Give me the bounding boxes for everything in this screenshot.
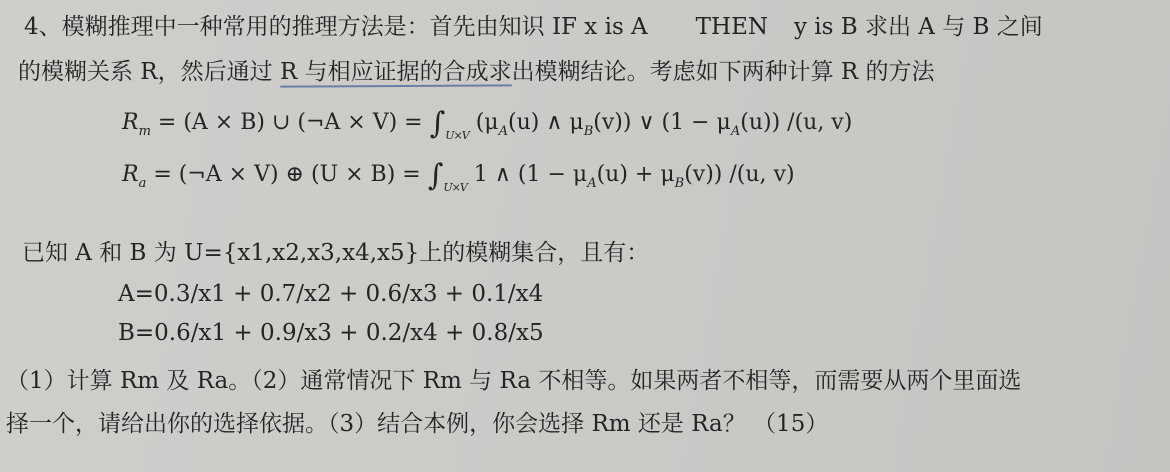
rm-body-4: (u)) /(u, v)	[740, 110, 853, 135]
ra-symbol: R	[122, 162, 139, 187]
mu-a-subscript: A	[730, 124, 741, 139]
integral-domain: U×V	[445, 129, 469, 142]
ra-body-1: 1 ∧ (1 − μ	[473, 162, 588, 187]
rm-lhs: = (A × B) ∪ (¬A × V) =	[157, 110, 423, 135]
rm-subscript: m	[138, 124, 151, 139]
problem-line2-suffix: 出模糊结论。考虑如下两种计算 R 的方法	[511, 59, 935, 85]
problem-line-1	[24, 12, 1043, 42]
handwritten-underline-phrase: R 与相应证据的合成求	[279, 59, 512, 85]
integral-domain: U×V	[443, 181, 467, 194]
question-line-1: （1）计算 Rm 及 Ra。（2）通常情况下 Rm 与 Ra 不相等。如果两者不相等，而需要从两个里面选	[6, 368, 1022, 394]
ra-lhs: = (¬A × V) ⊕ (U × B) =	[153, 162, 421, 187]
rm-body-3: (v)) ∨ (1 − μ	[593, 110, 731, 135]
fuzzy-set-b: B=0.6/x1 + 0.9/x3 + 0.2/x4 + 0.8/x5	[118, 320, 544, 346]
question-line-2: 择一个，请给出你的选择依据。（3）结合本例，你会选择 Rm 还是 Ra？ （15）	[6, 411, 829, 437]
ra-body-2: (u) + μ	[596, 162, 675, 187]
problem-intro-text: 4、模糊推理中一种常用的推理方法是：首先由知识 IF x is A	[24, 14, 648, 40]
problem-intro-suffix: y is B 求出 A 与 B 之间	[794, 14, 1043, 40]
problem-line-2	[18, 57, 935, 87]
rm-symbol: R	[122, 110, 139, 135]
fuzzy-set-a: A=0.3/x1 + 0.7/x2 + 0.6/x3 + 0.1/x4	[118, 281, 544, 307]
given-statement: 已知 A 和 B 为 U={x1,x2,x3,x4,x5}上的模糊集合，且有：	[22, 240, 650, 266]
problem-line2-prefix: 的模糊关系 R，然后通过	[18, 59, 280, 85]
mu-b-subscript: B	[674, 176, 685, 191]
formula-ra	[122, 160, 795, 203]
formula-rm	[122, 108, 852, 151]
mu-a-subscript: A	[498, 124, 508, 139]
ra-subscript: a	[138, 176, 147, 191]
mu-b-subscript: B	[583, 124, 594, 139]
rm-body-1: (μ	[475, 110, 499, 135]
mu-a-subscript: A	[587, 176, 597, 191]
rm-body-2: (u) ∧ μ	[507, 110, 584, 135]
integral-sign: ∫	[427, 158, 444, 193]
integral-sign: ∫	[429, 106, 446, 141]
ra-body-3: (v)) /(u, v)	[684, 162, 795, 187]
then-keyword: THEN	[695, 14, 768, 40]
